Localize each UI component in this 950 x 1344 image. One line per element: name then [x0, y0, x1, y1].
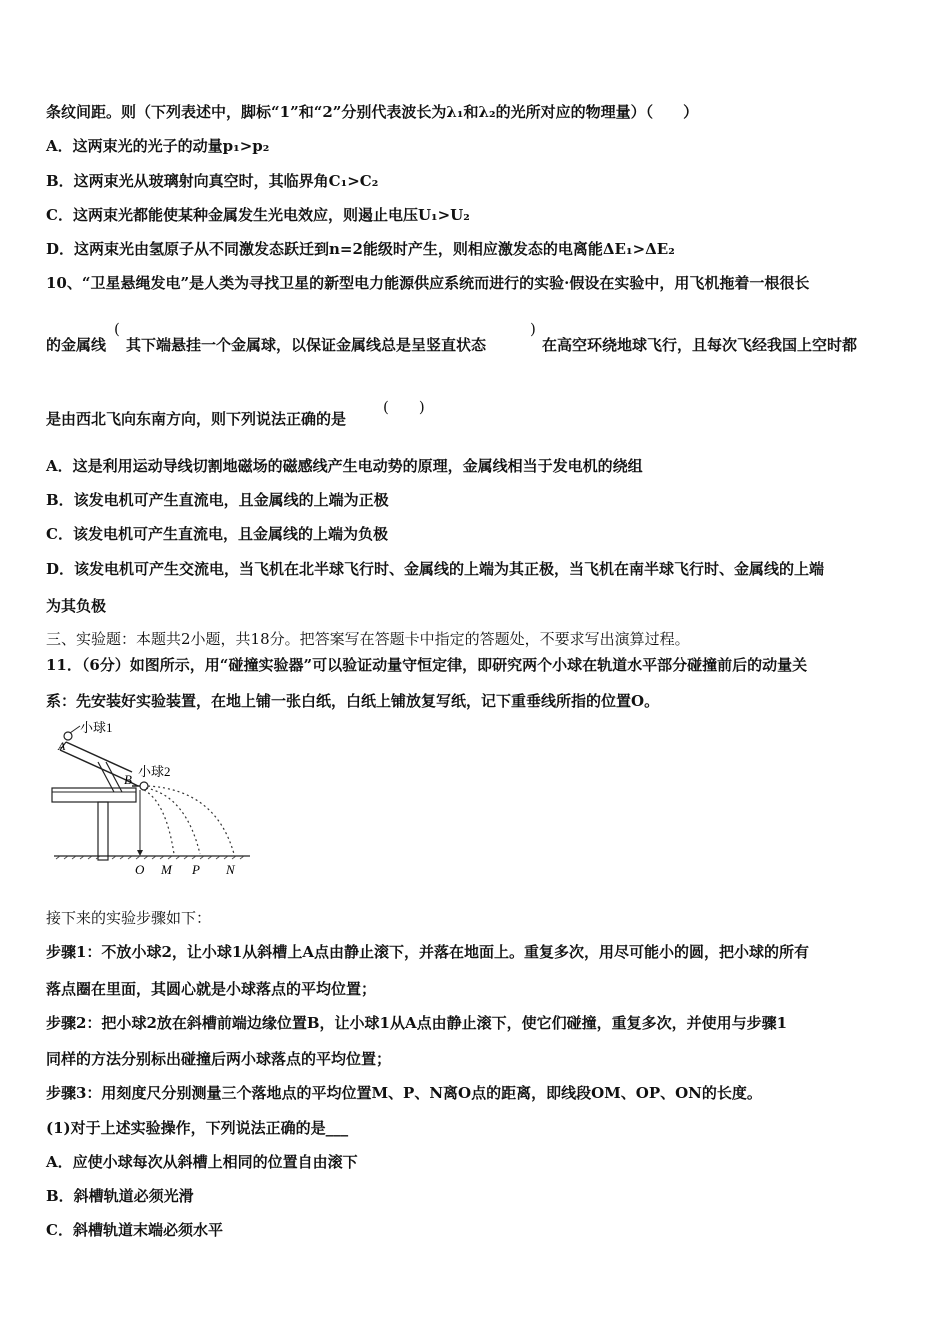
- label-point-p: P: [192, 862, 200, 877]
- q9-option-d: D．这两束光由氢原子从不同激发态跃迁到n=2能级时产生，则相应激发态的电离能ΔE₁>ΔE₂: [46, 240, 675, 258]
- table-top: [52, 788, 136, 802]
- q11-stem-line2: 系：先安装好实验装置，在地上铺一张白纸，白纸上铺放复写纸，记下重垂线所指的位置O。: [46, 692, 660, 710]
- q9-option-a: A．这两束光的光子的动量p₁>p₂: [46, 137, 270, 155]
- q10-paren-open: (: [114, 320, 120, 338]
- label-point-b: B: [124, 772, 132, 787]
- q11-option-c: C．斜槽轨道末端必须水平: [46, 1221, 223, 1239]
- q10-option-d-line1: D．该发电机可产生交流电，当飞机在北半球飞行时、金属线的上端为其正极，当飞机在南半球飞行时、金属线的上端: [46, 560, 825, 578]
- label-point-n: N: [226, 862, 235, 877]
- q10-stem-line2a: 的金属线: [46, 336, 107, 354]
- q11-next-steps-intro: 接下来的实验步骤如下：: [46, 909, 212, 927]
- q11-step1-line1: 步骤1：不放小球2，让小球1从斜槽上A点由静止滚下，并落在地面上。重复多次，用尽可能小的圆，把小球的所有: [46, 943, 809, 961]
- collision-apparatus-figure: [46, 720, 256, 880]
- q9-option-b: B．这两束光从玻璃射向真空时，其临界角C₁>C₂: [46, 172, 379, 190]
- q9-option-c: C．这两束光都能使某种金属发生光电效应，则遏止电压U₁>U₂: [46, 206, 470, 224]
- q9-stem: 条纹间距。则（下列表述中，脚标“1”和“2”分别代表波长为λ₁和λ₂的光所对应的物理量）（ ）: [46, 103, 699, 121]
- q11-step3: 步骤3：用刻度尺分别测量三个落地点的平均位置M、P、N离O点的距离，即线段OM、OP、ON的长度。: [46, 1084, 762, 1102]
- label-ball-1: 小球1: [80, 720, 113, 735]
- label-point-a: A: [58, 739, 66, 753]
- label-point-m: M: [161, 862, 172, 877]
- q10-stem-line1: 10、“卫星悬绳发电”是人类为寻找卫星的新型电力能源供应系统而进行的实验·假设在实验中，用飞机拖着一根很长: [46, 274, 810, 292]
- trajectory-m: [144, 790, 174, 854]
- q11-step1-line2: 落点圈在里面，其圆心就是小球落点的平均位置；: [46, 980, 377, 998]
- q10-stem-line2c: 在高空环绕地球飞行，且每次飞经我国上空时都: [542, 336, 858, 354]
- q10-option-b: B．该发电机可产生直流电，且金属线的上端为正极: [46, 491, 389, 509]
- q11-option-b: B．斜槽轨道必须光滑: [46, 1187, 194, 1205]
- section-3-heading: 三、实验题：本题共2小题，共18分。把答案写在答题卡中指定的答题处，不要求写出演算过程。: [46, 630, 690, 648]
- trajectory-n: [148, 786, 234, 854]
- q11-option-a: A．应使小球每次从斜槽上相同的位置自由滚下: [46, 1153, 358, 1171]
- q11-step2-line2: 同样的方法分别标出碰撞后两小球落点的平均位置；: [46, 1050, 392, 1068]
- q10-answer-blank: ( ): [383, 398, 425, 416]
- q11-step2-line1: 步骤2：把小球2放在斜槽前端边缘位置B，让小球1从A点由静止滚下，使它们碰撞，重复多次，并使用与步骤1: [46, 1014, 788, 1032]
- label-point-o: O: [135, 862, 145, 877]
- ball-2-icon: [140, 782, 148, 790]
- q10-paren-close: ): [530, 320, 536, 338]
- q10-option-d-line2: 为其负极: [46, 597, 107, 615]
- q10-option-c: C．该发电机可产生直流电，且金属线的上端为负极: [46, 525, 388, 543]
- q10-option-a: A．这是利用运动导线切割地磁场的磁感线产生电动势的原理，金属线相当于发电机的绕组: [46, 457, 643, 475]
- label-ball-2: 小球2: [138, 764, 171, 779]
- q10-stem-line2b: 其下端悬挂一个金属球，以保证金属线总是呈竖直状态: [126, 336, 487, 354]
- q11-subquestion-1: (1)对于上述实验操作，下列说法正确的是___: [46, 1119, 349, 1137]
- q11-stem-line1: 11．（6分）如图所示，用“碰撞实验器”可以验证动量守恒定律，即研究两个小球在轨道水平部分碰撞前后的动量关: [46, 656, 808, 674]
- table-leg: [98, 802, 108, 860]
- q10-stem-line3: 是由西北飞向东南方向，则下列说法正确的是: [46, 410, 347, 428]
